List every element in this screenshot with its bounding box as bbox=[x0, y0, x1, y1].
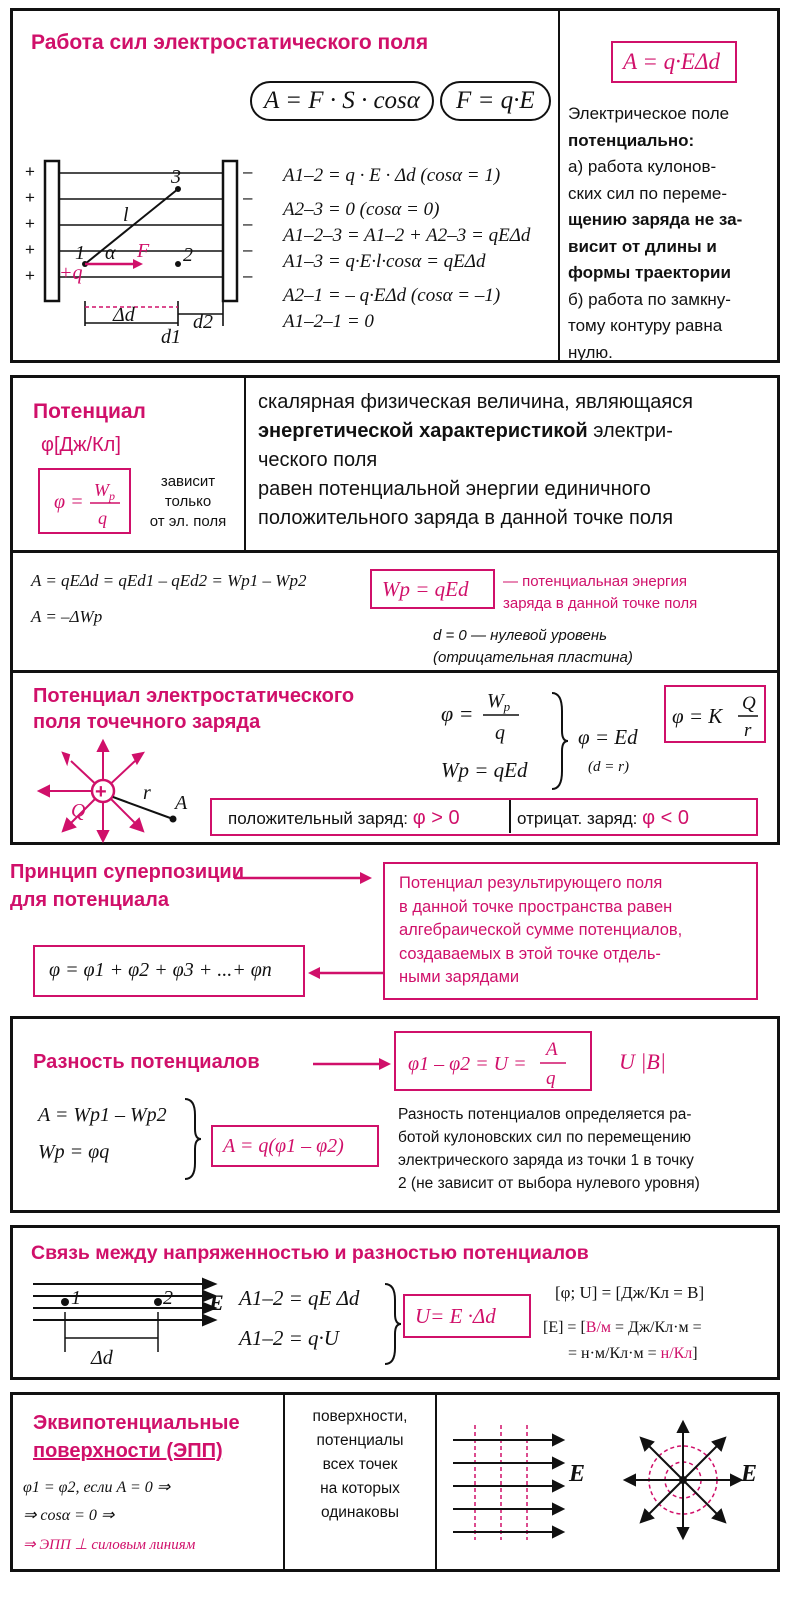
title-line: для потенциала bbox=[10, 889, 169, 911]
E-label: E bbox=[209, 1290, 224, 1315]
svg-text:–: – bbox=[243, 162, 253, 181]
phi-fraction bbox=[437, 685, 557, 745]
units-line2 bbox=[543, 1319, 702, 1337]
desc-line: ботой кулоновских сил по перемещению bbox=[398, 1129, 692, 1146]
neg-label: отрицат. заряд: bbox=[517, 809, 638, 828]
section-title: Работа сил электростатического поля bbox=[31, 31, 429, 54]
work-diff-box: A = q(φ1 – φ2) bbox=[211, 1125, 379, 1167]
d-eq-r: (d = r) bbox=[588, 759, 629, 775]
charge-label: +q bbox=[59, 262, 83, 284]
def-line: поверхности, bbox=[312, 1408, 408, 1425]
section-title: Связь между напряженностью и разностью потенциалов bbox=[31, 1242, 589, 1264]
title-line: поля точечного заряда bbox=[33, 711, 261, 733]
depends-note bbox=[143, 472, 233, 532]
p2-label: 2 bbox=[163, 1287, 173, 1309]
box-line: ными зарядами bbox=[399, 968, 520, 986]
section-title: Потенциал bbox=[33, 400, 146, 423]
phi-ed: φ = Ed bbox=[578, 725, 638, 749]
u-part: = н·м/Кл·м = bbox=[568, 1345, 661, 1362]
box-line: создаваемых в этой точке отдель- bbox=[399, 944, 661, 963]
sign-box bbox=[210, 798, 758, 836]
alpha-label: α bbox=[105, 242, 116, 264]
difference-desc bbox=[398, 1103, 700, 1195]
note-line: только bbox=[164, 493, 212, 510]
cond-line2: ⇒ cosα = 0 ⇒ bbox=[23, 1507, 115, 1524]
arrow-to-formula bbox=[308, 965, 384, 981]
eq-line: A1–2–3 = A1–2 + A2–3 = qEΔd bbox=[283, 225, 531, 246]
section-energy bbox=[10, 550, 780, 673]
note-line: тому контуру равна bbox=[568, 316, 723, 335]
section-potential-difference bbox=[10, 1016, 780, 1213]
desc-line: 2 (не зависит от выбора нулевого уровня) bbox=[398, 1175, 700, 1192]
section-title: Разность потенциалов bbox=[33, 1051, 260, 1073]
u-pink: н/Кл bbox=[660, 1345, 693, 1362]
svg-text:+: + bbox=[25, 214, 35, 233]
wp-formula: Wp = qEd bbox=[441, 758, 528, 782]
phi-kqr-box bbox=[664, 685, 766, 743]
section-title bbox=[33, 683, 354, 735]
brace bbox=[383, 1282, 403, 1366]
svg-text:φ =: φ = bbox=[54, 491, 84, 513]
point-2-label: 2 bbox=[183, 244, 193, 266]
units-line1: [φ; U] = [Дж/Кл = В] bbox=[555, 1283, 705, 1302]
pos-label: положительный заряд: bbox=[228, 809, 408, 828]
section-potential bbox=[10, 375, 780, 553]
equipotential-def bbox=[285, 1405, 435, 1525]
units-line3 bbox=[568, 1345, 698, 1363]
svg-text:Wp: $W_p$ bbox=[487, 690, 511, 714]
svg-text:–: – bbox=[243, 214, 253, 233]
work-box: A = q·EΔd bbox=[611, 41, 737, 83]
section-equipotential bbox=[10, 1392, 780, 1572]
svg-text:q: q bbox=[546, 1068, 556, 1089]
svg-text:φ =: φ = bbox=[441, 701, 474, 726]
brace bbox=[550, 691, 570, 791]
wp-phi-eq: Wp = φq bbox=[38, 1141, 110, 1163]
potential-note bbox=[568, 101, 742, 366]
note-line: формы траектории bbox=[568, 263, 731, 282]
work-qU-eq: A1–2 = q·U bbox=[239, 1326, 339, 1350]
eq-line: A1–2–1 = 0 bbox=[283, 311, 374, 332]
zero-line: (отрицательная пластина) bbox=[433, 649, 633, 666]
potential-unit: φ[Дж/Кл] bbox=[41, 434, 121, 456]
divider bbox=[509, 800, 511, 833]
def-line bbox=[258, 417, 693, 446]
note-line: а) работа кулонов- bbox=[568, 157, 717, 176]
def-line: потенциалы bbox=[316, 1432, 404, 1449]
svg-text:Wp: $W_p$ bbox=[94, 480, 115, 503]
Q-label: Q bbox=[71, 800, 86, 822]
eq-line: A2–3 = 0 (cosα = 0) bbox=[283, 199, 440, 220]
box-line: алгебраической сумме потенциалов, bbox=[399, 921, 683, 939]
potential-definition bbox=[258, 388, 693, 533]
title-line: Потенциал электростатического bbox=[33, 685, 355, 707]
negative-sign bbox=[517, 807, 689, 830]
l-label: l bbox=[123, 204, 129, 226]
section-field-voltage bbox=[10, 1225, 780, 1380]
p1-label: 1 bbox=[71, 1287, 81, 1309]
svg-text:–: – bbox=[243, 266, 253, 285]
def-line: положительного заряда в данной точке поля bbox=[258, 507, 674, 529]
plates-diagram bbox=[23, 151, 263, 351]
divider bbox=[558, 11, 560, 361]
eq-line: A1–3 = q·E·l·cosα = qEΔd bbox=[283, 251, 486, 272]
kqr-fraction bbox=[666, 687, 766, 743]
superposition-box bbox=[383, 862, 758, 1000]
point-charge-diagram bbox=[33, 741, 203, 841]
note-line: щению заряда не за- bbox=[568, 210, 743, 229]
divider bbox=[435, 1395, 437, 1570]
divider bbox=[244, 378, 246, 550]
note-line: ских сил по переме- bbox=[568, 183, 728, 203]
superposition-title bbox=[10, 858, 244, 914]
section-point-charge bbox=[10, 670, 780, 845]
formula-fraction bbox=[42, 472, 130, 532]
svg-text:+: + bbox=[25, 188, 35, 207]
svg-text:q: q bbox=[495, 722, 505, 744]
title-line: поверхности (ЭПП) bbox=[33, 1440, 223, 1462]
u-pink: В/м bbox=[585, 1319, 612, 1336]
arrow-to-formula bbox=[313, 1056, 393, 1072]
difference-fraction bbox=[396, 1033, 592, 1091]
note-line: нулю. bbox=[568, 342, 613, 362]
def-line: одинаковы bbox=[320, 1504, 400, 1521]
cond-line1: φ1 = φ2, если A = 0 ⇒ bbox=[23, 1479, 171, 1496]
dd-label: Δd bbox=[91, 1347, 113, 1369]
svg-text:–: – bbox=[243, 240, 253, 259]
def-line: скалярная физическая величина, являющаяся bbox=[258, 391, 694, 413]
box-line: в данной точке пространства равен bbox=[399, 897, 673, 916]
E-uniform-label: E bbox=[569, 1461, 586, 1487]
point-1-label: 1 bbox=[75, 242, 85, 264]
uniform-field-diagram bbox=[453, 1425, 573, 1545]
voltage-unit: U |B| bbox=[619, 1049, 666, 1074]
desc-line: электрического заряда из точки 1 в точку bbox=[398, 1152, 694, 1169]
box-line: Потенциал результирующего поля bbox=[399, 874, 663, 892]
arrow-to-box bbox=[234, 870, 374, 886]
energy-desc bbox=[503, 571, 697, 615]
svg-text:A: A bbox=[546, 1039, 558, 1060]
svg-text:φ1 – φ2 = U =: φ1 – φ2 = U = bbox=[408, 1053, 527, 1075]
field-diagram bbox=[33, 1272, 233, 1372]
desc-line: заряда в данной точке поля bbox=[503, 595, 698, 612]
superposition-formula: φ = φ1 + φ2 + φ3 + ...+ φn bbox=[33, 945, 305, 997]
note-line: Электрическое поле bbox=[568, 104, 730, 123]
d1-label: d1 bbox=[161, 326, 181, 348]
svg-text:+: + bbox=[95, 781, 107, 803]
title-line: Эквипотенциальные bbox=[33, 1412, 240, 1434]
energy-eq2: A = –ΔWp bbox=[31, 607, 103, 626]
svg-text:+: + bbox=[25, 162, 35, 181]
eq-line: A2–1 = – q·EΔd (cosα = –1) bbox=[283, 285, 501, 306]
desc-line: Разность потенциалов определяется ра- bbox=[398, 1106, 692, 1123]
difference-box bbox=[394, 1031, 592, 1091]
r-label: r bbox=[143, 782, 151, 804]
eq-line: A1–2 = q · E · Δd (cosα = 1) bbox=[283, 165, 501, 186]
svg-text:–: – bbox=[243, 188, 253, 207]
u-part: [E] = [ bbox=[543, 1319, 586, 1336]
section-title bbox=[33, 1409, 240, 1465]
dd-label: Δd bbox=[113, 304, 135, 326]
potential-formula-box bbox=[38, 468, 131, 534]
radial-field-diagram bbox=[623, 1420, 743, 1540]
force-formula: F = q·E bbox=[440, 81, 551, 121]
work-qE-eq: A1–2 = qE Δd bbox=[239, 1286, 360, 1310]
energy-diff-eq: A = Wp1 – Wp2 bbox=[38, 1104, 167, 1126]
energy-box: Wp = qEd bbox=[370, 569, 495, 609]
title-line: Принцип суперпозиции bbox=[10, 861, 245, 883]
svg-text:+: + bbox=[25, 266, 35, 285]
note-line: б) работа по замкну- bbox=[568, 289, 731, 309]
energy-eq1: A = qEΔd = qEd1 – qEd2 = Wp1 – Wp2 bbox=[31, 571, 307, 590]
def-line: всех точек bbox=[322, 1456, 398, 1473]
zero-level bbox=[433, 625, 633, 669]
neg-value: φ < 0 bbox=[642, 807, 689, 829]
note-line: зависит bbox=[160, 473, 216, 490]
brace bbox=[183, 1097, 203, 1181]
force-label: F bbox=[137, 240, 150, 262]
equation-list bbox=[283, 163, 530, 335]
point-3-label: 3 bbox=[171, 166, 181, 188]
work-formula: A = F · S · cosα bbox=[250, 81, 434, 121]
def-line: на которых bbox=[320, 1480, 400, 1497]
A-label: A bbox=[175, 792, 188, 814]
svg-text:q: q bbox=[98, 508, 107, 528]
svg-text:φ = K: φ = K bbox=[672, 704, 723, 728]
E-radial-label: E bbox=[741, 1461, 758, 1487]
svg-text:Q: Q bbox=[742, 693, 756, 714]
note-line: висит от длины и bbox=[568, 236, 717, 256]
note-line: от эл. поля bbox=[149, 513, 227, 530]
u-part: = Дж/Кл·м = bbox=[611, 1319, 702, 1336]
svg-text:+: + bbox=[25, 240, 35, 259]
def-line: равен потенциальной энергии единичного bbox=[258, 478, 651, 500]
note-line: потенциально: bbox=[568, 130, 695, 150]
svg-text:r: r bbox=[744, 720, 752, 741]
zero-line: d = 0 — нулевой уровень bbox=[433, 627, 608, 644]
d2-label: d2 bbox=[193, 311, 213, 333]
cond-line3: ⇒ ЭПП ⊥ силовым линиям bbox=[23, 1537, 196, 1553]
def-line: ческого поля bbox=[258, 449, 378, 471]
u-part: ] bbox=[692, 1345, 698, 1362]
pos-value: φ > 0 bbox=[412, 807, 460, 829]
desc-line: — потенциальная энергия bbox=[503, 573, 688, 590]
section-work bbox=[10, 8, 780, 363]
def-rest: электри- bbox=[587, 420, 673, 442]
positive-sign bbox=[228, 807, 460, 830]
def-bold: энергетической характеристикой bbox=[258, 420, 588, 442]
U-Ed-box: U= E ·Δd bbox=[403, 1294, 531, 1338]
